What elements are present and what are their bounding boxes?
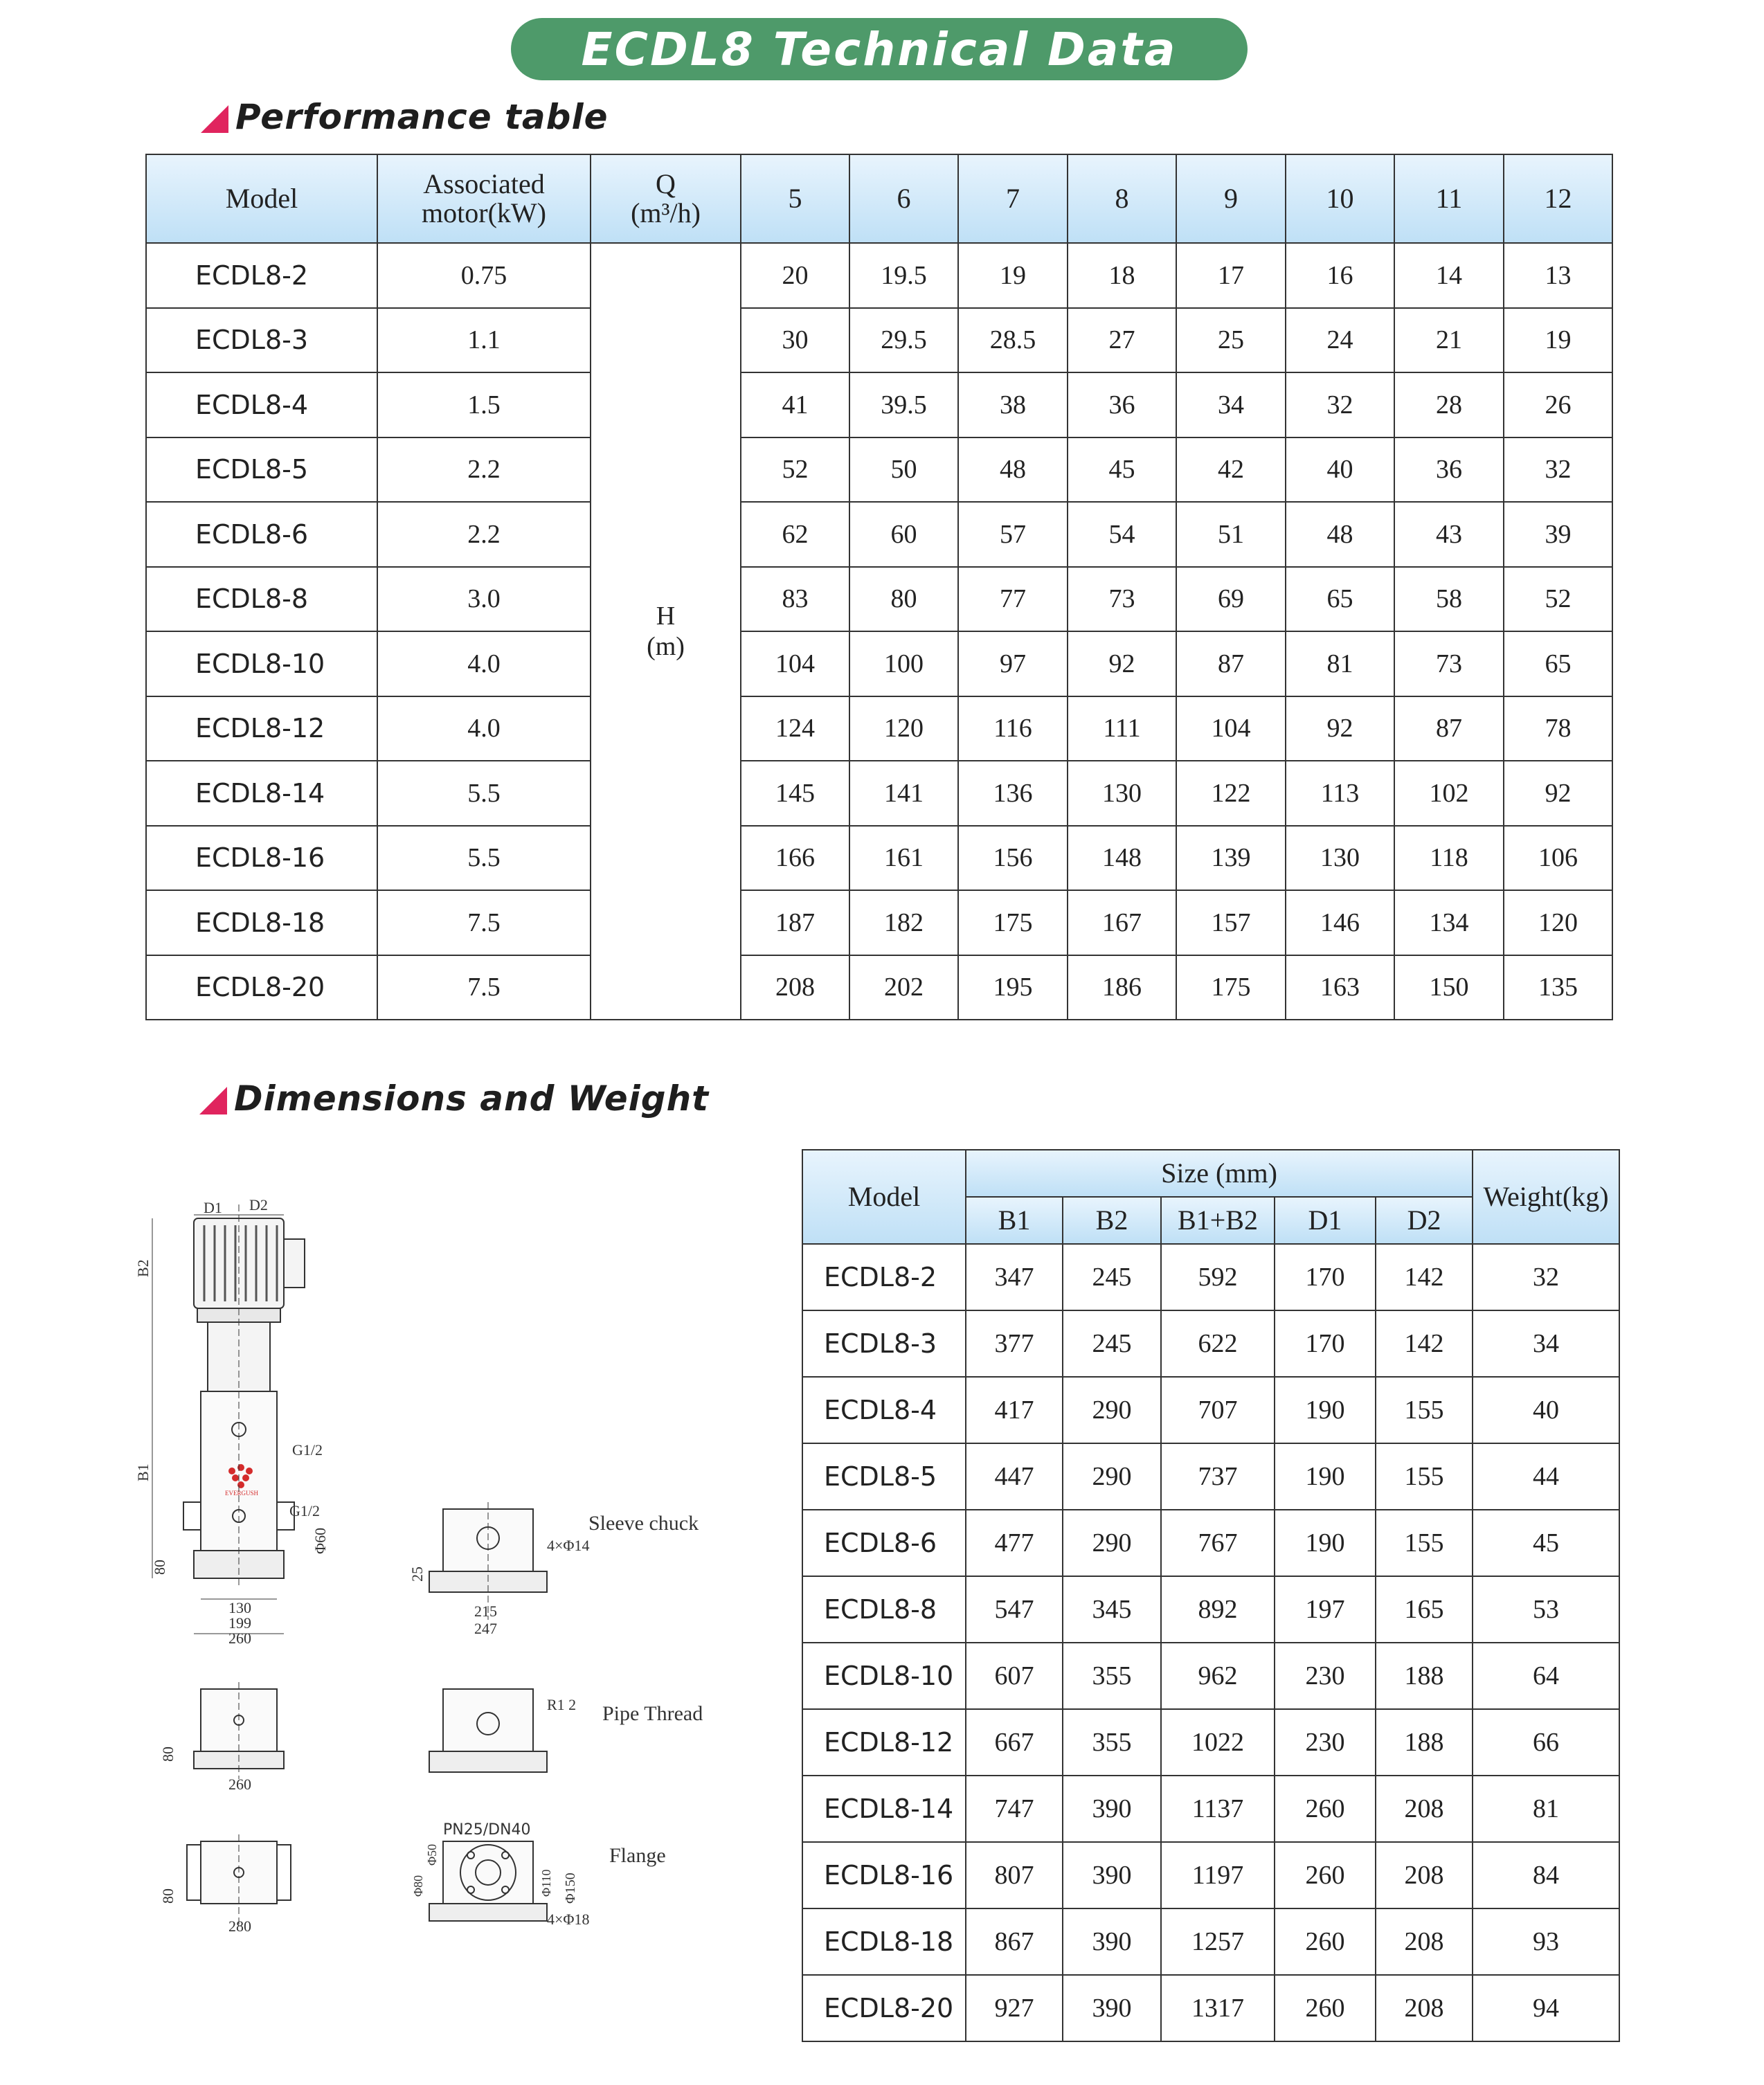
head-value-cell: 65 xyxy=(1286,567,1394,632)
head-value-cell: 16 xyxy=(1286,243,1394,308)
label-260-pipe: 260 xyxy=(228,1776,251,1793)
size-cell: 622 xyxy=(1161,1310,1275,1377)
table-row xyxy=(802,1709,1619,1776)
table-row xyxy=(146,567,1612,632)
size-cell: 260 xyxy=(1275,1842,1376,1908)
head-value-cell: 34 xyxy=(1176,372,1286,437)
header-motor: Associated motor(kW) xyxy=(377,154,591,243)
size-cell: 290 xyxy=(1063,1377,1161,1443)
head-value-cell: 163 xyxy=(1286,955,1394,1020)
head-value-cell: 40 xyxy=(1286,437,1394,503)
table-row xyxy=(802,1842,1619,1908)
head-value-cell: 104 xyxy=(1176,696,1286,761)
model-cell: ECDL8-16 xyxy=(146,826,377,891)
table-row xyxy=(146,761,1612,826)
head-value-cell: 83 xyxy=(741,567,849,632)
head-unit: (m) xyxy=(647,632,685,661)
size-cell: 260 xyxy=(1275,1776,1376,1842)
head-value-cell: 182 xyxy=(849,890,958,955)
size-cell: 245 xyxy=(1063,1244,1161,1310)
head-value-cell: 134 xyxy=(1394,890,1504,955)
size-cell: 208 xyxy=(1376,1908,1473,1975)
size-cell: 355 xyxy=(1063,1709,1161,1776)
label-pipe-thread: Pipe Thread xyxy=(602,1702,703,1725)
head-value-cell: 18 xyxy=(1068,243,1176,308)
label-d2: D2 xyxy=(249,1196,268,1213)
head-value-cell: 17 xyxy=(1176,243,1286,308)
table-row xyxy=(802,1975,1619,2041)
head-value-cell: 124 xyxy=(741,696,849,761)
model-cell: ECDL8-18 xyxy=(802,1908,966,1975)
size-cell: 188 xyxy=(1376,1643,1473,1709)
head-value-cell: 62 xyxy=(741,502,849,567)
head-value-cell: 39.5 xyxy=(849,372,958,437)
model-cell: ECDL8-3 xyxy=(146,308,377,373)
head-value-cell: 161 xyxy=(849,826,958,891)
model-cell: ECDL8-12 xyxy=(146,696,377,761)
head-value-cell: 167 xyxy=(1068,890,1176,955)
head-value-cell: 80 xyxy=(849,567,958,632)
head-value-cell: 43 xyxy=(1394,502,1504,567)
model-cell: ECDL8-18 xyxy=(146,890,377,955)
model-cell: ECDL8-5 xyxy=(802,1443,966,1510)
label-holes-18: 4×Φ18 xyxy=(547,1911,590,1928)
label-phi50: Φ50 xyxy=(425,1843,439,1866)
label-215: 215 xyxy=(474,1603,497,1620)
head-label: H xyxy=(656,602,676,631)
head-value-cell: 26 xyxy=(1504,372,1612,437)
head-value-cell: 120 xyxy=(849,696,958,761)
weight-cell: 44 xyxy=(1473,1443,1619,1510)
head-value-cell: 145 xyxy=(741,761,849,826)
head-value-cell: 148 xyxy=(1068,826,1176,891)
dim-header-col: D1 xyxy=(1275,1197,1376,1244)
label-25: 25 xyxy=(408,1567,426,1582)
pump-dimension-drawing xyxy=(132,1177,741,1973)
size-cell: 165 xyxy=(1376,1576,1473,1643)
head-value-cell: 28 xyxy=(1394,372,1504,437)
head-value-cell: 157 xyxy=(1176,890,1286,955)
head-value-cell: 38 xyxy=(958,372,1068,437)
size-cell: 390 xyxy=(1063,1908,1161,1975)
header-q-label: Q xyxy=(656,168,676,199)
motor-cell: 2.2 xyxy=(377,437,591,503)
model-cell: ECDL8-5 xyxy=(146,437,377,503)
head-value-cell: 87 xyxy=(1176,631,1286,696)
head-value-cell: 130 xyxy=(1286,826,1394,891)
head-value-cell: 104 xyxy=(741,631,849,696)
label-b2: B2 xyxy=(134,1259,152,1277)
table-row xyxy=(802,1576,1619,1643)
label-phi60: Φ60 xyxy=(312,1527,329,1554)
size-cell: 142 xyxy=(1376,1244,1473,1310)
label-phi110: Φ110 xyxy=(539,1869,553,1897)
size-cell: 767 xyxy=(1161,1510,1275,1576)
head-value-cell: 113 xyxy=(1286,761,1394,826)
weight-cell: 53 xyxy=(1473,1576,1619,1643)
table-row xyxy=(146,696,1612,761)
table-row xyxy=(146,502,1612,567)
label-holes-14: 4×Φ14 xyxy=(547,1537,590,1554)
motor-cell: 5.5 xyxy=(377,826,591,891)
table-row xyxy=(802,1776,1619,1842)
head-value-cell: 45 xyxy=(1068,437,1176,503)
size-cell: 1137 xyxy=(1161,1776,1275,1842)
header-flow: 9 xyxy=(1176,154,1286,243)
label-80: 80 xyxy=(151,1560,168,1575)
size-cell: 208 xyxy=(1376,1842,1473,1908)
head-value-cell: 175 xyxy=(1176,955,1286,1020)
head-value-cell: 32 xyxy=(1504,437,1612,503)
head-value-cell: 28.5 xyxy=(958,308,1068,373)
size-cell: 155 xyxy=(1376,1443,1473,1510)
head-value-cell: 51 xyxy=(1176,502,1286,567)
motor-cell: 7.5 xyxy=(377,955,591,1020)
table-row xyxy=(146,890,1612,955)
size-cell: 155 xyxy=(1376,1510,1473,1576)
head-value-cell: 81 xyxy=(1286,631,1394,696)
head-value-cell: 202 xyxy=(849,955,958,1020)
size-cell: 737 xyxy=(1161,1443,1275,1510)
head-value-cell: 48 xyxy=(1286,502,1394,567)
head-value-cell: 36 xyxy=(1068,372,1176,437)
model-cell: ECDL8-6 xyxy=(146,502,377,567)
size-cell: 170 xyxy=(1275,1244,1376,1310)
model-cell: ECDL8-16 xyxy=(802,1842,966,1908)
motor-cell: 3.0 xyxy=(377,567,591,632)
brand-text: EVERGUSH xyxy=(225,1490,259,1497)
head-value-cell: 41 xyxy=(741,372,849,437)
size-cell: 447 xyxy=(966,1443,1063,1510)
table-row xyxy=(802,1377,1619,1443)
size-cell: 927 xyxy=(966,1975,1063,2041)
size-cell: 867 xyxy=(966,1908,1063,1975)
head-value-cell: 21 xyxy=(1394,308,1504,373)
dim-header-col: B1+B2 xyxy=(1161,1197,1275,1244)
model-cell: ECDL8-20 xyxy=(146,955,377,1020)
model-cell: ECDL8-8 xyxy=(146,567,377,632)
size-cell: 155 xyxy=(1376,1377,1473,1443)
label-flange: Flange xyxy=(609,1844,666,1867)
label-247: 247 xyxy=(474,1620,497,1637)
head-value-cell: 48 xyxy=(958,437,1068,503)
label-280: 280 xyxy=(228,1917,251,1935)
head-value-cell: 139 xyxy=(1176,826,1286,891)
weight-cell: 93 xyxy=(1473,1908,1619,1975)
sleeve-chuck-view xyxy=(408,1502,699,1637)
dim-header-weight: Weight(kg) xyxy=(1473,1150,1619,1244)
head-value-cell: 97 xyxy=(958,631,1068,696)
head-value-cell: 42 xyxy=(1176,437,1286,503)
header-flow: 11 xyxy=(1394,154,1504,243)
header-model: Model xyxy=(146,154,377,243)
size-cell: 190 xyxy=(1275,1377,1376,1443)
size-cell: 208 xyxy=(1376,1776,1473,1842)
head-value-cell: 187 xyxy=(741,890,849,955)
head-value-cell: 54 xyxy=(1068,502,1176,567)
motor-cell: 5.5 xyxy=(377,761,591,826)
head-value-cell: 92 xyxy=(1068,631,1176,696)
head-value-cell: 29.5 xyxy=(849,308,958,373)
size-cell: 807 xyxy=(966,1842,1063,1908)
motor-cell: 4.0 xyxy=(377,631,591,696)
triangle-marker-icon xyxy=(201,105,228,133)
label-sleeve-chuck: Sleeve chuck xyxy=(588,1512,699,1535)
triangle-marker-icon xyxy=(199,1087,227,1114)
label-260: 260 xyxy=(228,1630,251,1647)
head-value-cell: 175 xyxy=(958,890,1068,955)
head-value-cell: 78 xyxy=(1504,696,1612,761)
header-flow: 10 xyxy=(1286,154,1394,243)
weight-cell: 81 xyxy=(1473,1776,1619,1842)
page-title: ECDL8 Technical Data xyxy=(581,22,1178,76)
head-value-cell: 36 xyxy=(1394,437,1504,503)
model-cell: ECDL8-4 xyxy=(802,1377,966,1443)
weight-cell: 94 xyxy=(1473,1975,1619,2041)
size-cell: 290 xyxy=(1063,1443,1161,1510)
label-g-upper: G1/2 xyxy=(292,1441,323,1459)
size-cell: 142 xyxy=(1376,1310,1473,1377)
head-unit-cell xyxy=(591,243,741,1020)
motor-cell: 2.2 xyxy=(377,502,591,567)
size-cell: 197 xyxy=(1275,1576,1376,1643)
head-value-cell: 100 xyxy=(849,631,958,696)
header-flow: 6 xyxy=(849,154,958,243)
size-cell: 1317 xyxy=(1161,1975,1275,2041)
head-value-cell: 141 xyxy=(849,761,958,826)
head-value-cell: 24 xyxy=(1286,308,1394,373)
size-cell: 260 xyxy=(1275,1908,1376,1975)
model-cell: ECDL8-10 xyxy=(802,1643,966,1709)
header-q-unit: (m³/h) xyxy=(631,197,701,228)
weight-cell: 84 xyxy=(1473,1842,1619,1908)
weight-cell: 64 xyxy=(1473,1643,1619,1709)
size-cell: 170 xyxy=(1275,1310,1376,1377)
size-cell: 607 xyxy=(966,1643,1063,1709)
title-banner xyxy=(511,18,1248,80)
table-row xyxy=(802,1443,1619,1510)
label-r12: R1 2 xyxy=(547,1696,577,1713)
head-value-cell: 39 xyxy=(1504,502,1612,567)
model-cell: ECDL8-8 xyxy=(802,1576,966,1643)
motor-cell: 4.0 xyxy=(377,696,591,761)
head-value-cell: 87 xyxy=(1394,696,1504,761)
head-value-cell: 136 xyxy=(958,761,1068,826)
head-value-cell: 122 xyxy=(1176,761,1286,826)
head-value-cell: 111 xyxy=(1068,696,1176,761)
size-cell: 345 xyxy=(1063,1576,1161,1643)
performance-section-title: Performance table xyxy=(235,97,609,137)
head-value-cell: 150 xyxy=(1394,955,1504,1020)
size-cell: 230 xyxy=(1275,1643,1376,1709)
size-cell: 260 xyxy=(1275,1975,1376,2041)
head-value-cell: 116 xyxy=(958,696,1068,761)
head-value-cell: 52 xyxy=(741,437,849,503)
model-cell: ECDL8-3 xyxy=(802,1310,966,1377)
label-b1: B1 xyxy=(134,1463,152,1481)
size-cell: 892 xyxy=(1161,1576,1275,1643)
table-row xyxy=(146,308,1612,373)
head-value-cell: 118 xyxy=(1394,826,1504,891)
size-cell: 417 xyxy=(966,1377,1063,1443)
table-row xyxy=(802,1244,1619,1310)
table-row xyxy=(146,631,1612,696)
head-value-cell: 60 xyxy=(849,502,958,567)
head-value-cell: 50 xyxy=(849,437,958,503)
size-cell: 547 xyxy=(966,1576,1063,1643)
size-cell: 707 xyxy=(1161,1377,1275,1443)
table-row xyxy=(146,437,1612,503)
size-cell: 962 xyxy=(1161,1643,1275,1709)
table-row xyxy=(146,243,1612,308)
head-value-cell: 92 xyxy=(1504,761,1612,826)
head-value-cell: 77 xyxy=(958,567,1068,632)
table-row xyxy=(146,955,1612,1020)
size-cell: 190 xyxy=(1275,1510,1376,1576)
performance-table xyxy=(145,154,1613,1020)
flange-view xyxy=(159,1821,666,1935)
motor-cell: 7.5 xyxy=(377,890,591,955)
head-value-cell: 14 xyxy=(1394,243,1504,308)
head-value-cell: 166 xyxy=(741,826,849,891)
head-value-cell: 13 xyxy=(1504,243,1612,308)
dim-header-col: B1 xyxy=(966,1197,1063,1244)
head-value-cell: 73 xyxy=(1394,631,1504,696)
dim-header-col: D2 xyxy=(1376,1197,1473,1244)
dim-header-model: Model xyxy=(802,1150,966,1244)
size-cell: 190 xyxy=(1275,1443,1376,1510)
size-cell: 667 xyxy=(966,1709,1063,1776)
size-cell: 347 xyxy=(966,1244,1063,1310)
model-cell: ECDL8-4 xyxy=(146,372,377,437)
head-value-cell: 135 xyxy=(1504,955,1612,1020)
pipe-thread-view xyxy=(159,1682,703,1793)
model-cell: ECDL8-6 xyxy=(802,1510,966,1576)
weight-cell: 32 xyxy=(1473,1244,1619,1310)
label-80-flange: 80 xyxy=(159,1888,177,1904)
model-cell: ECDL8-10 xyxy=(146,631,377,696)
head-value-cell: 73 xyxy=(1068,567,1176,632)
model-cell: ECDL8-14 xyxy=(802,1776,966,1842)
label-80-pipe: 80 xyxy=(159,1746,177,1762)
head-value-cell: 208 xyxy=(741,955,849,1020)
pump-elevation-view xyxy=(134,1196,329,1647)
dimensions-section-heading xyxy=(199,1078,709,1119)
head-value-cell: 19 xyxy=(958,243,1068,308)
size-cell: 208 xyxy=(1376,1975,1473,2041)
size-cell: 390 xyxy=(1063,1842,1161,1908)
table-row xyxy=(802,1510,1619,1576)
head-value-cell: 92 xyxy=(1286,696,1394,761)
size-cell: 592 xyxy=(1161,1244,1275,1310)
head-value-cell: 156 xyxy=(958,826,1068,891)
weight-cell: 34 xyxy=(1473,1310,1619,1377)
label-pn25: PN25/DN40 xyxy=(443,1821,531,1839)
table-row xyxy=(802,1310,1619,1377)
motor-cell: 1.1 xyxy=(377,308,591,373)
weight-cell: 66 xyxy=(1473,1709,1619,1776)
model-cell: ECDL8-14 xyxy=(146,761,377,826)
model-cell: ECDL8-12 xyxy=(802,1709,966,1776)
table-row xyxy=(146,826,1612,891)
head-value-cell: 30 xyxy=(741,308,849,373)
table-row xyxy=(802,1908,1619,1975)
head-value-cell: 57 xyxy=(958,502,1068,567)
dim-header-size: Size (mm) xyxy=(966,1150,1473,1197)
size-cell: 477 xyxy=(966,1510,1063,1576)
header-flow: 8 xyxy=(1068,154,1176,243)
head-value-cell: 69 xyxy=(1176,567,1286,632)
size-cell: 245 xyxy=(1063,1310,1161,1377)
size-cell: 377 xyxy=(966,1310,1063,1377)
header-flow: 5 xyxy=(741,154,849,243)
dimensions-section-title: Dimensions and Weight xyxy=(234,1078,710,1119)
size-cell: 747 xyxy=(966,1776,1063,1842)
size-cell: 1197 xyxy=(1161,1842,1275,1908)
head-value-cell: 65 xyxy=(1504,631,1612,696)
motor-cell: 1.5 xyxy=(377,372,591,437)
head-value-cell: 19.5 xyxy=(849,243,958,308)
size-cell: 1257 xyxy=(1161,1908,1275,1975)
size-cell: 390 xyxy=(1063,1975,1161,2041)
label-130: 130 xyxy=(228,1599,251,1616)
head-value-cell: 120 xyxy=(1504,890,1612,955)
header-q xyxy=(591,154,741,243)
label-phi80: Φ80 xyxy=(411,1875,425,1897)
motor-cell: 0.75 xyxy=(377,243,591,308)
head-value-cell: 146 xyxy=(1286,890,1394,955)
head-value-cell: 20 xyxy=(741,243,849,308)
head-value-cell: 58 xyxy=(1394,567,1504,632)
size-cell: 290 xyxy=(1063,1510,1161,1576)
table-row xyxy=(146,372,1612,437)
weight-cell: 45 xyxy=(1473,1510,1619,1576)
label-g-lower: G1/2 xyxy=(289,1502,320,1519)
label-d1: D1 xyxy=(204,1199,222,1216)
performance-section-heading xyxy=(201,97,609,137)
header-flow: 7 xyxy=(958,154,1068,243)
size-cell: 390 xyxy=(1063,1776,1161,1842)
model-cell: ECDL8-2 xyxy=(146,243,377,308)
head-value-cell: 102 xyxy=(1394,761,1504,826)
size-cell: 230 xyxy=(1275,1709,1376,1776)
label-199: 199 xyxy=(228,1614,251,1632)
weight-cell: 40 xyxy=(1473,1377,1619,1443)
head-value-cell: 195 xyxy=(958,955,1068,1020)
head-value-cell: 27 xyxy=(1068,308,1176,373)
head-value-cell: 32 xyxy=(1286,372,1394,437)
model-cell: ECDL8-2 xyxy=(802,1244,966,1310)
dim-header-col: B2 xyxy=(1063,1197,1161,1244)
head-value-cell: 52 xyxy=(1504,567,1612,632)
table-row xyxy=(802,1643,1619,1709)
model-cell: ECDL8-20 xyxy=(802,1975,966,2041)
dimensions-table xyxy=(802,1149,1620,2042)
size-cell: 188 xyxy=(1376,1709,1473,1776)
size-cell: 1022 xyxy=(1161,1709,1275,1776)
head-value-cell: 130 xyxy=(1068,761,1176,826)
head-value-cell: 19 xyxy=(1504,308,1612,373)
head-value-cell: 186 xyxy=(1068,955,1176,1020)
size-cell: 355 xyxy=(1063,1643,1161,1709)
header-flow: 12 xyxy=(1504,154,1612,243)
head-value-cell: 106 xyxy=(1504,826,1612,891)
head-value-cell: 25 xyxy=(1176,308,1286,373)
label-phi150: Φ150 xyxy=(563,1872,578,1904)
